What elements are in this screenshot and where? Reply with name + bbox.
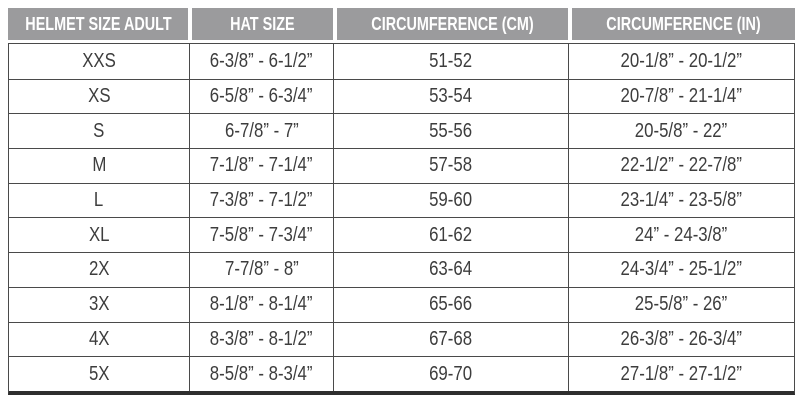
hat-size-cell: 7-3/8” - 7-1/2”	[189, 184, 333, 218]
circumference-in-cell: 24-3/4” - 25-1/2”	[568, 253, 794, 287]
circumference-cm-cell: 61-62	[333, 218, 568, 252]
header-circumference-in-label: CIRCUMFERENCE (IN)	[606, 13, 761, 34]
header-hat-size	[188, 8, 333, 40]
circumference-in-cell: 27-1/8” - 27-1/2”	[568, 357, 794, 391]
circumference-cm-cell: 57-58	[333, 149, 568, 183]
circumference-in-cell: 22-1/2” - 22-7/8”	[568, 149, 794, 183]
helmet-size-cell: M	[91, 154, 106, 177]
circumference-cm-cell: 55-56	[333, 114, 568, 148]
circumference-in-cell: 23-1/4” - 23-5/8”	[568, 184, 794, 218]
circumference-in-cell: 20-5/8” - 22”	[568, 114, 794, 148]
circumference-in-cell: 20-1/8” - 20-1/2”	[568, 44, 794, 79]
hat-size-cell: 8-3/8” - 8-1/2”	[189, 323, 333, 357]
helmet-size-cell: L	[94, 189, 104, 212]
helmet-size-cell: XS	[87, 85, 111, 108]
circumference-in-cell: 26-3/8” - 26-3/4”	[568, 323, 794, 357]
header-hat-size-label: HAT SIZE	[230, 13, 295, 34]
table-row	[9, 252, 794, 287]
circumference-cm-cell: 59-60	[333, 184, 568, 218]
table-header-row	[8, 8, 795, 40]
header-circumference-cm	[333, 8, 568, 40]
table-body	[8, 43, 795, 395]
helmet-size-cell: 2X	[88, 258, 110, 281]
table-row	[9, 148, 794, 183]
header-helmet-size-label: HELMET SIZE ADULT	[24, 13, 172, 34]
header-circumference-cm-label: CIRCUMFERENCE (CM)	[371, 13, 534, 34]
table-row	[9, 183, 794, 218]
hat-size-cell: 6-7/8” - 7”	[189, 114, 333, 148]
hat-size-cell: 7-5/8” - 7-3/4”	[189, 218, 333, 252]
helmet-size-cell: S	[93, 119, 105, 142]
table-row	[9, 113, 794, 148]
helmet-size-cell: 4X	[88, 327, 110, 350]
helmet-size-cell: 5X	[88, 362, 110, 385]
helmet-size-cell: 3X	[88, 293, 110, 316]
circumference-cm-cell: 51-52	[333, 44, 568, 79]
hat-size-cell: 6-3/8” - 6-1/2”	[189, 44, 333, 79]
circumference-in-cell: 25-5/8” - 26”	[568, 288, 794, 322]
circumference-cm-cell: 65-66	[333, 288, 568, 322]
circumference-in-cell: 20-7/8” - 21-1/4”	[568, 80, 794, 114]
hat-size-cell: 8-1/8” - 8-1/4”	[189, 288, 333, 322]
table-row	[9, 322, 794, 357]
hat-size-cell: 6-5/8” - 6-3/4”	[189, 80, 333, 114]
table-row	[9, 44, 794, 79]
table-row	[9, 217, 794, 252]
hat-size-cell: 7-1/8” - 7-1/4”	[189, 149, 333, 183]
circumference-cm-cell: 53-54	[333, 80, 568, 114]
circumference-in-cell: 24” - 24-3/8”	[568, 218, 794, 252]
circumference-cm-cell: 63-64	[333, 253, 568, 287]
table-row	[9, 79, 794, 114]
hat-size-cell: 7-7/8” - 8”	[189, 253, 333, 287]
header-circumference-in	[568, 8, 795, 40]
circumference-cm-cell: 67-68	[333, 323, 568, 357]
helmet-size-cell: XXS	[82, 49, 116, 72]
helmet-size-table	[8, 8, 795, 395]
hat-size-cell: 8-5/8” - 8-3/4”	[189, 357, 333, 391]
helmet-size-cell: XL	[88, 223, 110, 246]
header-helmet-size	[8, 8, 188, 40]
table-row	[9, 356, 794, 391]
table-row	[9, 287, 794, 322]
circumference-cm-cell: 69-70	[333, 357, 568, 391]
